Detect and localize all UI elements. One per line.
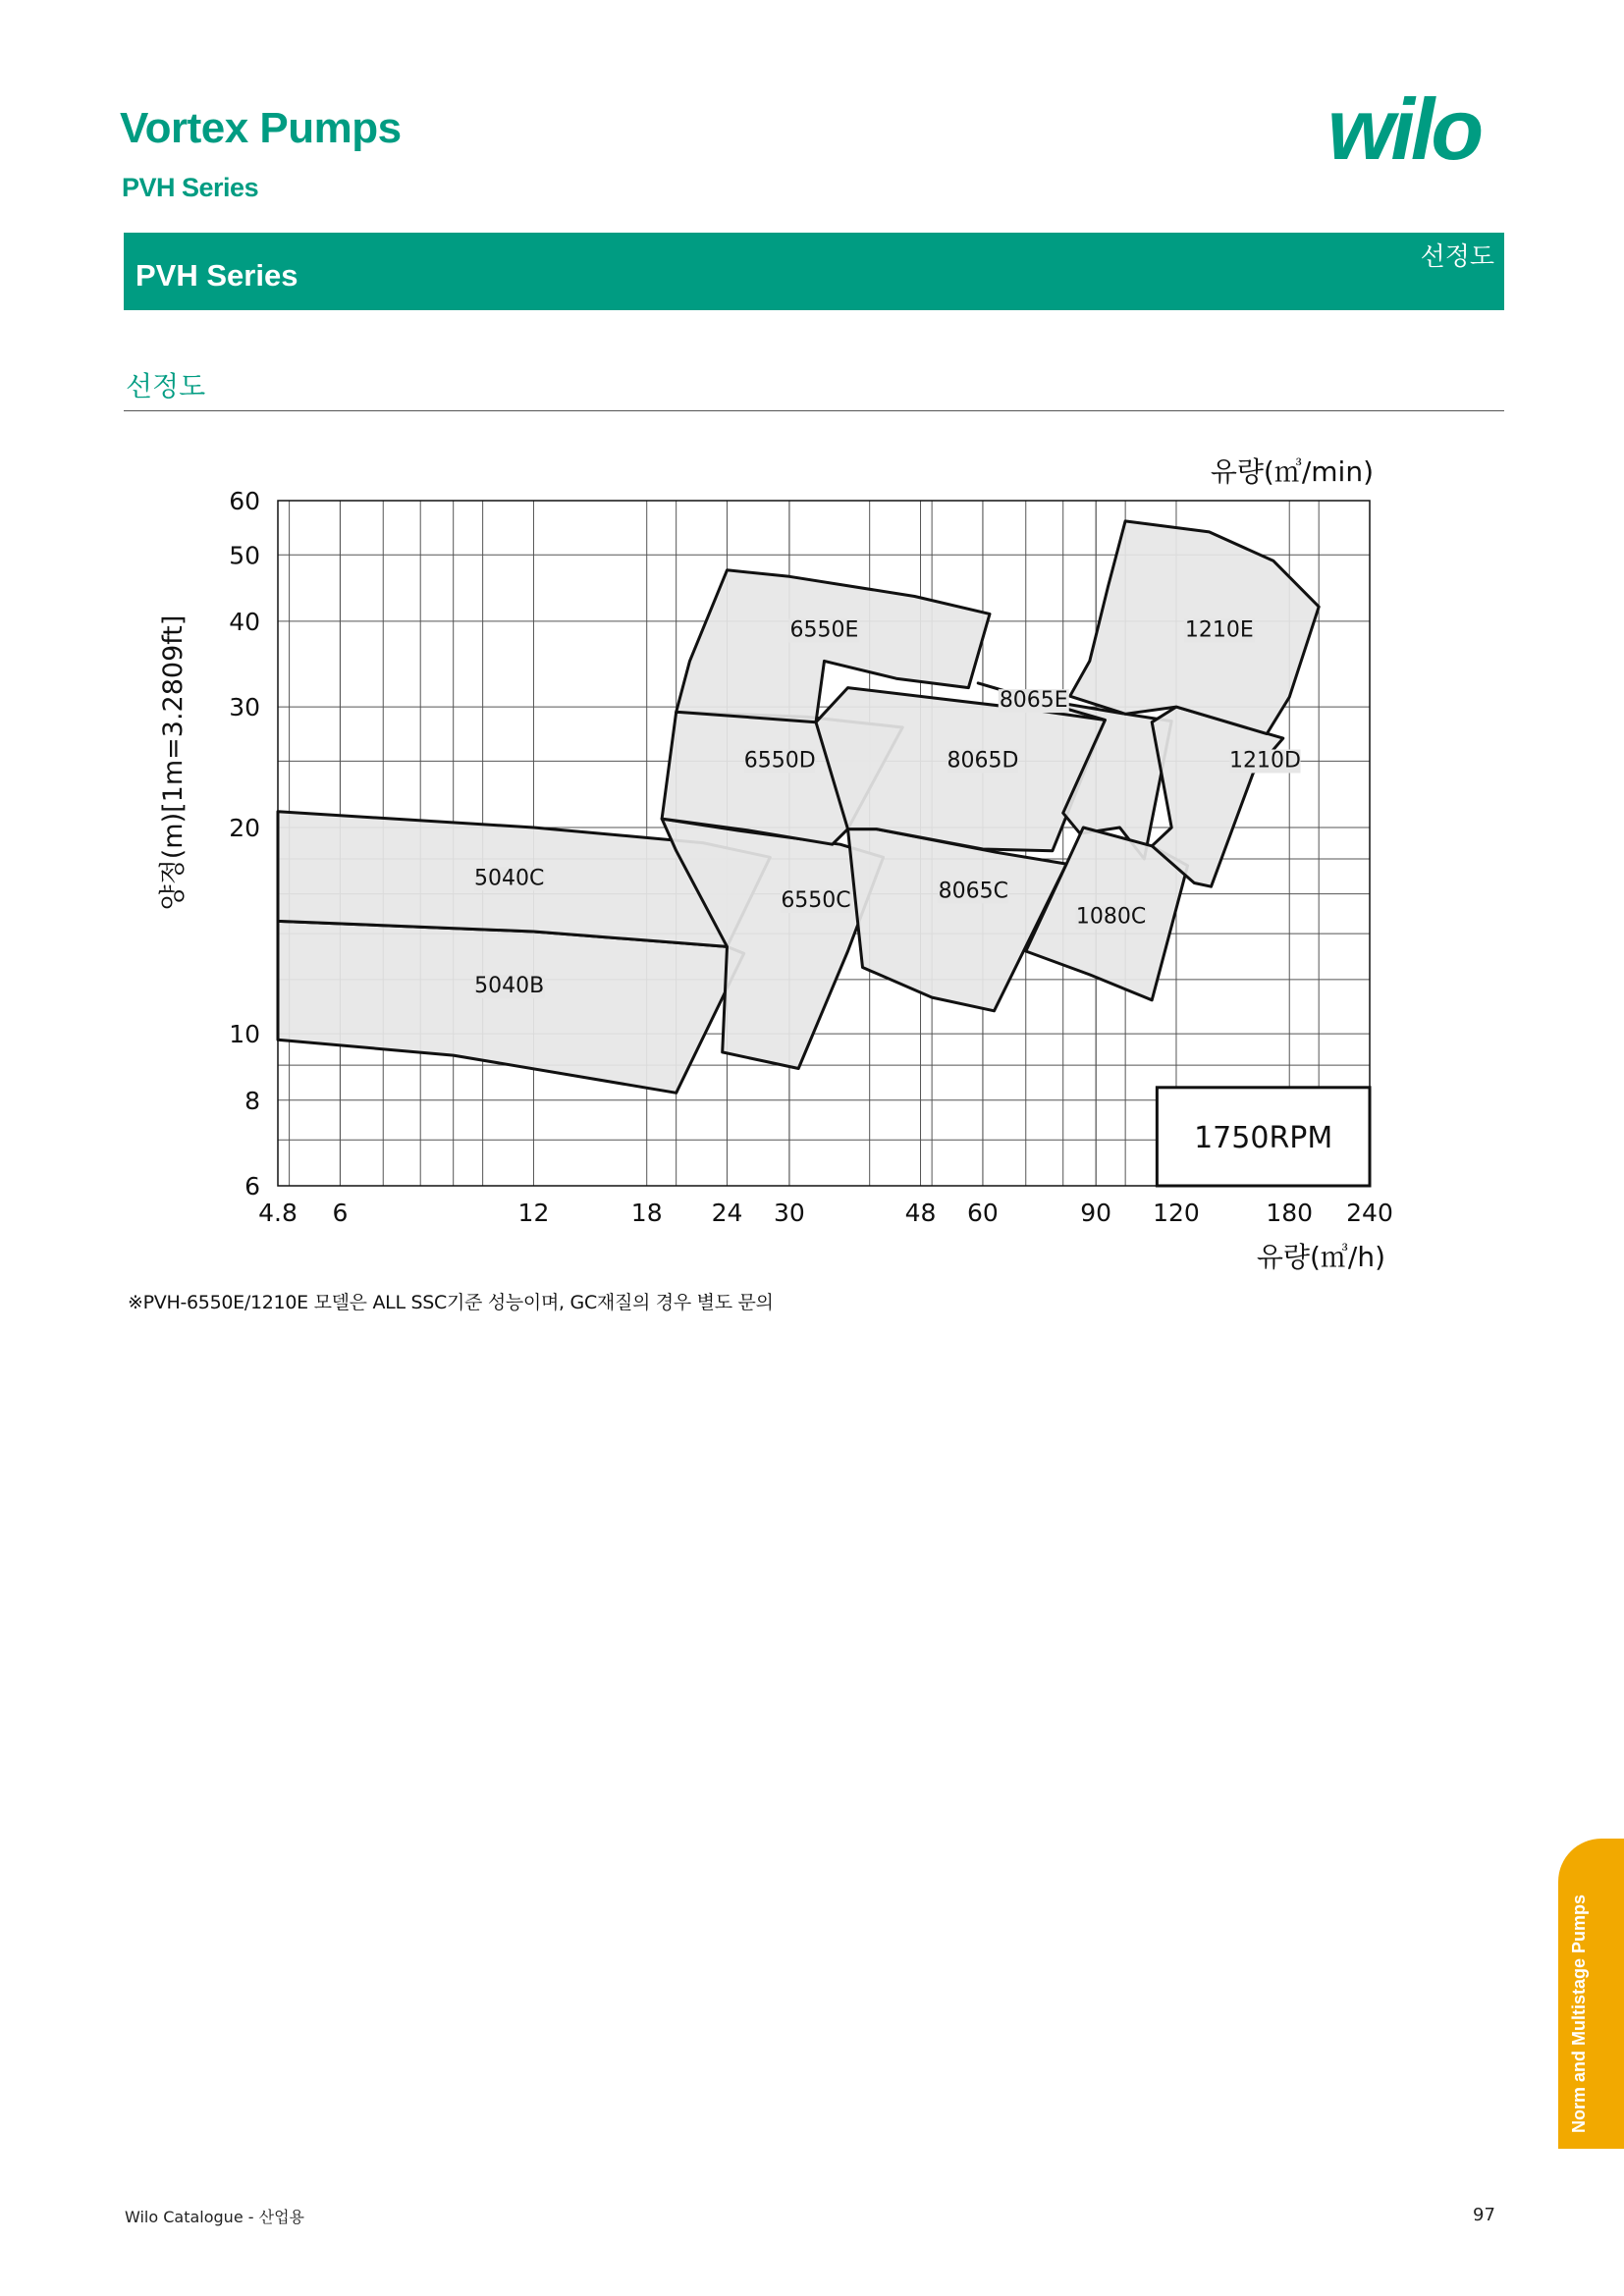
rpm-label: 1750RPM — [1194, 1120, 1333, 1155]
region-label-8065E: 8065E — [999, 688, 1068, 714]
x-tick-label: 4.8 — [258, 1199, 298, 1227]
region-label-1080C: 1080C — [1075, 904, 1147, 930]
footer-catalogue: Wilo Catalogue - 산업용 — [125, 2208, 304, 2226]
x-axis-label: 유량(㎥/h) — [1256, 1241, 1385, 1273]
region-5040B — [278, 921, 744, 1093]
y-tick-label: 40 — [229, 607, 260, 636]
region-label-1210D: 1210D — [1229, 748, 1301, 774]
y-tick-label: 8 — [244, 1086, 260, 1115]
x-tick-label: 120 — [1153, 1199, 1200, 1227]
x-tick-label: 6 — [332, 1199, 349, 1227]
y-tick-label: 6 — [244, 1172, 260, 1201]
x-tick-label: 48 — [904, 1199, 937, 1227]
x-tick-label: 240 — [1346, 1199, 1393, 1227]
region-label-6550C: 6550C — [781, 888, 851, 914]
wilo-logo — [1327, 88, 1504, 177]
x-tick-label: 90 — [1080, 1199, 1112, 1227]
region-label-1210E: 1210E — [1184, 617, 1254, 643]
wilo-logo-text: wilo — [1327, 88, 1481, 177]
x-tick-label: 30 — [774, 1199, 805, 1227]
side-tab-label: Norm and Multistage Pumps — [1569, 1894, 1589, 2133]
y-axis-label: 양정(m)[1m=3.2809ft] — [158, 614, 189, 911]
region-8065C — [848, 829, 1067, 1011]
x2-axis-label: 유량(㎥/min) — [1210, 455, 1374, 488]
y-tick-label: 60 — [229, 487, 260, 515]
page-number: 97 — [1473, 2205, 1495, 2225]
region-label-6550D: 6550D — [743, 748, 816, 774]
page-subtitle: PVH Series — [122, 173, 259, 202]
pump-selection-chart — [147, 432, 1424, 1286]
x-tick-label: 24 — [711, 1199, 743, 1227]
y-tick-label: 20 — [229, 814, 260, 843]
section-band — [124, 233, 1504, 310]
y-tick-label: 50 — [229, 541, 260, 570]
y-tick-label: 10 — [229, 1020, 260, 1049]
region-label-5040B: 5040B — [474, 973, 545, 998]
region-label-8065C: 8065C — [938, 879, 1008, 904]
section-heading: 선정도 — [126, 370, 206, 402]
region-label-8065D: 8065D — [947, 748, 1019, 774]
section-divider — [124, 410, 1504, 411]
x-tick-label: 18 — [630, 1199, 663, 1227]
x-tick-label: 12 — [517, 1199, 550, 1227]
band-title: PVH Series — [135, 258, 298, 293]
band-tag: 선정도 — [1420, 242, 1494, 272]
side-tab[interactable] — [1558, 1839, 1624, 2149]
footnote: ※PVH-6550E/1210E 모델은 ALL SSC기준 성능이며, GC재질의 경우 별도 문의 — [128, 1292, 774, 1313]
x-tick-label: 180 — [1266, 1199, 1314, 1227]
page-title: Vortex Pumps — [120, 104, 402, 152]
y-tick-label: 30 — [229, 693, 260, 722]
x-tick-label: 60 — [967, 1199, 999, 1227]
region-label-5040C: 5040C — [474, 866, 545, 891]
region-label-6550E: 6550E — [789, 617, 859, 643]
